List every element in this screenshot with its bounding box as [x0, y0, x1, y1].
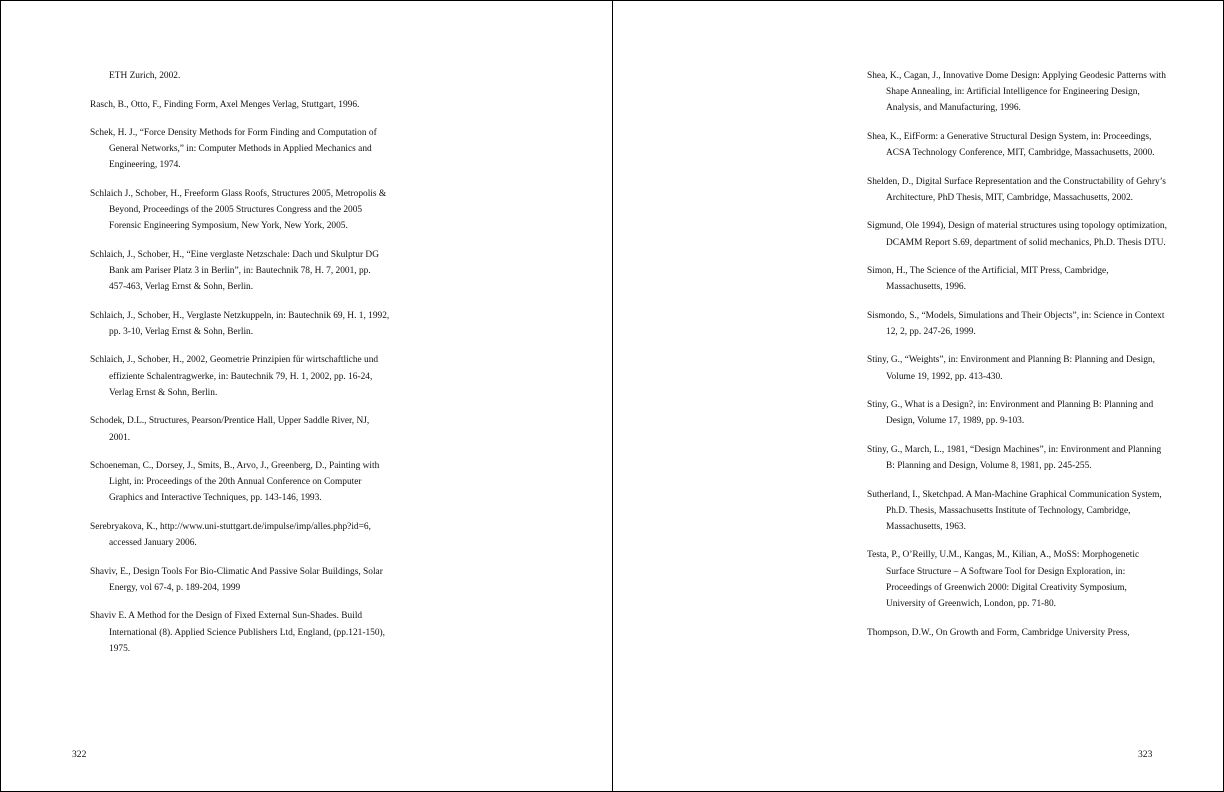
- reference-entry: Stiny, G., What is a Design?, in: Environment and Planning B: Planning and Design, Volume 17, 1989, pp. 9-103.: [867, 400, 1154, 427]
- reference-entry: Testa, P., O’Reilly, U.M., Kangas, M., Kilian, A., MoSS: Morphogenetic Surface Structure – A Software Tool for Design Exploration, in: Proceedings of Greenwich 2000: Digital Creativity Symposium, University of Greenwich, London, pp. 71-80.: [867, 550, 1140, 610]
- reference-entry: Schlaich, J., Schober, H., “Eine verglaste Netzschale: Dach und Skulptur DG Bank am Pariser Platz 3 in Berlin”, in: Bautechnik 78, H. 7, 2001, pp. 457-463, Verlag Ernst & Sohn, Berlin.: [90, 249, 379, 293]
- reference-entry: ETH Zurich, 2002.: [109, 71, 181, 81]
- reference-entry: Shelden, D., Digital Surface Representation and the Constructability of Gehry’s Architecture, PhD Thesis, MIT, Cambridge, Massachusetts, 2002.: [867, 176, 1166, 203]
- page-number: 322: [72, 749, 87, 760]
- reference-entry: Shaviv E. A Method for the Design of Fixed External Sun-Shades. Build International (8). Applied Science Publishers Ltd, England, (pp.121-150), 1975.: [90, 611, 385, 654]
- reference-entry: Sutherland, I., Sketchpad. A Man-Machine Graphical Communication System, Ph.D. Thesis, Massachusetts Institute of Technology, Cambridge, Massachusetts, 1963.: [867, 489, 1162, 532]
- bibliography-list: [867, 68, 1167, 653]
- reference-entry: Simon, H., The Science of the Artificial, MIT Press, Cambridge, Massachusetts, 1996.: [867, 266, 1109, 293]
- reference-entry: Schlaich, J., Schober, H., Verglaste Netzkuppeln, in: Bautechnik 69, H. 1, 1992, pp. 3-10, Verlag Ernst & Sohn, Berlin.: [90, 310, 390, 337]
- reference-entry: Shea, K., EifForm: a Generative Structural Design System, in: Proceedings, ACSA Technology Conference, MIT, Cambridge, Massachusetts, 2000.: [867, 131, 1155, 159]
- reference-entry: Sismondo, S., “Models, Simulations and Their Objects”, in: Science in Context 12, 2, pp. 247-26, 1999.: [867, 310, 1165, 337]
- reference-entry: Schoeneman, C., Dorsey, J., Smits, B., Arvo, J., Greenberg, D., Painting with Light, in: Proceedings of the 20th Annual Conference on Computer Graphics and Interactive Techniques, pp. 143-146, 1993.: [90, 461, 380, 504]
- reference-entry: Stiny, G., “Weights”, in: Environment and Planning B: Planning and Design, Volume 19, 1992, pp. 413-430.: [867, 355, 1155, 382]
- page-number: 323: [1138, 749, 1153, 760]
- left-page: [1, 1, 612, 791]
- bibliography-list: [90, 68, 390, 669]
- reference-entry: Schodek, D.L., Structures, Pearson/Prentice Hall, Upper Saddle River, NJ, 2001.: [90, 416, 370, 443]
- reference-entry: Serebryakova, K., http://www.uni-stuttgart.de/impulse/imp/alles.php?id=6, accessed January 2006.: [90, 521, 371, 549]
- reference-entry: Shaviv, E., Design Tools For Bio-Climatic And Passive Solar Buildings, Solar Energy, vol 67-4, p. 189-204, 1999: [90, 566, 383, 593]
- reference-entry: Shea, K., Cagan, J., Innovative Dome Design: Applying Geodesic Patterns with Shape Annealing, in: Artificial Intelligence for Engineering Design, Analysis, and Manufacturing, 1996.: [867, 71, 1166, 114]
- reference-entry: Thompson, D.W., On Growth and Form, Cambridge University Press,: [867, 627, 1130, 638]
- reference-entry: Schlaich J., Schober, H., Freeform Glass Roofs, Structures 2005, Metropolis & Beyond, Proceedings of the 2005 Structures Congress and the 2005 Forensic Engineering Symposium, New York, New York, 2005.: [90, 188, 387, 232]
- reference-entry: Rasch, B., Otto, F., Finding Form, Axel Menges Verlag, Stuttgart, 1996.: [90, 99, 360, 110]
- reference-entry: Schlaich, J., Schober, H., 2002, Geometrie Prinzipien für wirtschaftliche und effiziente Schalentragwerke, in: Bautechnik 79, H. 1, 2002, pp. 16-24, Verlag Ernst & Sohn, Berlin.: [90, 355, 379, 398]
- right-page: [613, 1, 1224, 791]
- reference-entry: Sigmund, Ole 1994), Design of material structures using topology optimization, DCAMM Report S.69, department of solid mechanics, Ph.D. Thesis DTU.: [867, 221, 1167, 248]
- reference-entry: Stiny, G., March, L., 1981, “Design Machines”, in: Environment and Planning B: Planning and Design, Volume 8, 1981, pp. 245-255.: [867, 444, 1162, 472]
- reference-entry: Schek, H. J., “Force Density Methods for Form Finding and Computation of General Networks,” in: Computer Methods in Applied Mechanics and Engineering, 1974.: [90, 128, 377, 171]
